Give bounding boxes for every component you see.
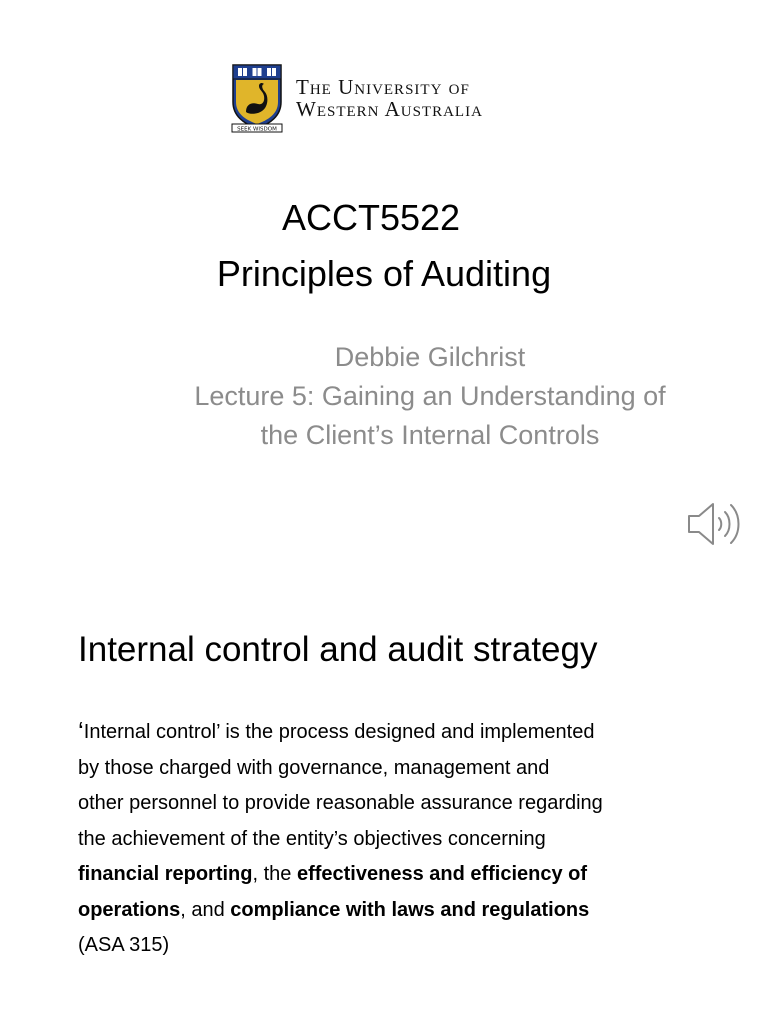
lecture-title-line-2: the Client’s Internal Controls xyxy=(260,420,600,450)
university-logo xyxy=(230,62,483,134)
paragraph-line-6 xyxy=(78,893,718,929)
paragraph-line-3: other personnel to provide reasonable assurance regarding xyxy=(78,792,603,814)
slide-heading: Internal control and audit strategy xyxy=(78,630,598,669)
university-name xyxy=(296,76,483,120)
paragraph-line-1-text: Internal control’ is the process designed and implemented xyxy=(83,721,595,743)
lecturer-name: Debbie Gilchrist xyxy=(334,342,526,372)
open-quote-mark: ‘ xyxy=(78,716,84,746)
paragraph-citation: (ASA 315) xyxy=(78,934,170,956)
bold-operations: operations xyxy=(78,898,181,921)
university-name-line-2: Western Australia xyxy=(296,97,483,121)
speaker-icon[interactable] xyxy=(683,496,747,552)
course-title xyxy=(0,190,768,302)
lecture-subtitle xyxy=(0,338,768,455)
bold-effectiveness: effectiveness and efficiency of xyxy=(296,863,588,885)
lecture-title-line-1: Lecture 5: Gaining an Understanding of xyxy=(194,381,666,411)
bold-financial-reporting: financial reporting xyxy=(78,863,253,885)
definition-paragraph xyxy=(78,714,718,964)
course-name: Principles of Auditing xyxy=(216,253,552,294)
paragraph-line-5 xyxy=(78,857,718,893)
bold-compliance: compliance with laws and regulations xyxy=(230,898,590,921)
paragraph-line-1 xyxy=(78,714,718,751)
paragraph-line-2: by those charged with governance, management and xyxy=(78,756,550,779)
course-code: ACCT5522 xyxy=(281,197,461,238)
separator-and: , and xyxy=(180,898,231,921)
crest-motto: SEEK WISDOM xyxy=(237,126,277,133)
separator-the: , the xyxy=(252,863,297,885)
university-name-line-1: The University of xyxy=(296,75,470,99)
university-crest-icon xyxy=(230,62,284,134)
content-slide xyxy=(0,600,768,1024)
paragraph-line-4: the achievement of the entity’s objectives concerning xyxy=(78,827,546,850)
